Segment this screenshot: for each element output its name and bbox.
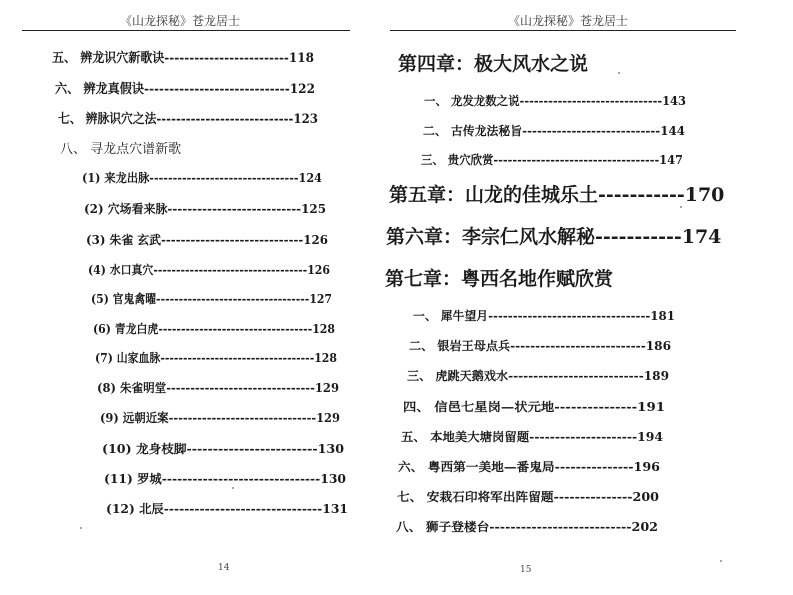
toc-entry: (10) 龙身枝脚-------------------------130 <box>102 442 344 456</box>
speckle <box>232 487 234 489</box>
page-header: 《山龙探秘》苍龙居士 <box>508 14 629 28</box>
chapter-heading: 第七章：粤西名地作赋欣赏 <box>385 268 614 290</box>
toc-entry: 一、 犀牛望月---------------------------------181 <box>413 309 675 323</box>
chapter-heading: 第四章：极大风水之说 <box>398 53 589 75</box>
page-number: 14 <box>218 563 230 573</box>
header-rule <box>390 30 736 31</box>
speckle <box>618 72 620 74</box>
speckle <box>80 527 82 529</box>
toc-entry: 一、 龙发龙数之说------------------------------143 <box>424 94 686 108</box>
toc-entry: (1) 来龙出脉--------------------------------124 <box>82 171 322 185</box>
page-header: 《山龙探秘》苍龙居士 <box>120 14 241 28</box>
toc-entry: (8) 朱雀明堂-------------------------------129 <box>97 381 339 395</box>
speckle <box>720 560 722 562</box>
chapter-heading: 第五章：山龙的佳城乐土-----------170 <box>389 184 725 206</box>
toc-entry: 三、 贵穴欣赏-----------------------------------147 <box>421 153 683 167</box>
toc-entry: 五、 本地美大塘岗留题---------------------194 <box>401 430 663 444</box>
toc-entry: 七、 安栽石印将军出阵留题---------------200 <box>397 490 659 504</box>
toc-entry: 六、 辨龙真假诀-----------------------------122 <box>55 82 315 97</box>
toc-entry: (5) 官鬼禽曜----------------------------------127 <box>91 292 332 306</box>
toc-entry: (3) 朱雀 玄武-----------------------------126 <box>86 233 328 247</box>
toc-entry: (12) 北辰-------------------------------131 <box>106 502 348 516</box>
left-page <box>0 0 370 595</box>
toc-entry: 七、 辨脉识穴之法----------------------------123 <box>58 112 318 127</box>
toc-entry: (9) 远朝近案-------------------------------129 <box>100 411 340 425</box>
toc-entry: 二、 古传龙法秘旨----------------------------144 <box>423 124 685 138</box>
toc-entry: 六、 粤西第一美地—番鬼局---------------196 <box>398 460 660 474</box>
toc-entry: 四、 信邑七星岗—状元地---------------191 <box>403 400 665 414</box>
toc-entry: 三、 虎跳天鹅戏水---------------------------189 <box>407 369 669 383</box>
chapter-heading: 第六章：李宗仁风水解秘-----------174 <box>386 226 722 248</box>
toc-entry: (4) 水口真穴----------------------------------126 <box>88 263 330 277</box>
header-rule <box>22 30 350 31</box>
toc-entry: 八、 狮子登楼台---------------------------202 <box>396 520 658 534</box>
page-number: 15 <box>520 565 532 575</box>
toc-section-heading: 八、 寻龙点穴谱新歌 <box>60 142 182 157</box>
toc-entry: (7) 山家血脉----------------------------------128 <box>95 351 337 365</box>
toc-entry: (6) 青龙白虎----------------------------------128 <box>93 322 335 336</box>
toc-entry: (2) 穴场看来脉---------------------------125 <box>84 202 326 216</box>
speckle <box>680 206 682 208</box>
toc-entry: 二、 银岩王母点兵---------------------------186 <box>409 339 671 353</box>
right-page <box>380 0 793 595</box>
toc-entry: 五、 辨龙识穴新歌诀-------------------------118 <box>52 51 314 66</box>
toc-entry: (11) 罗城-------------------------------130 <box>104 472 346 486</box>
